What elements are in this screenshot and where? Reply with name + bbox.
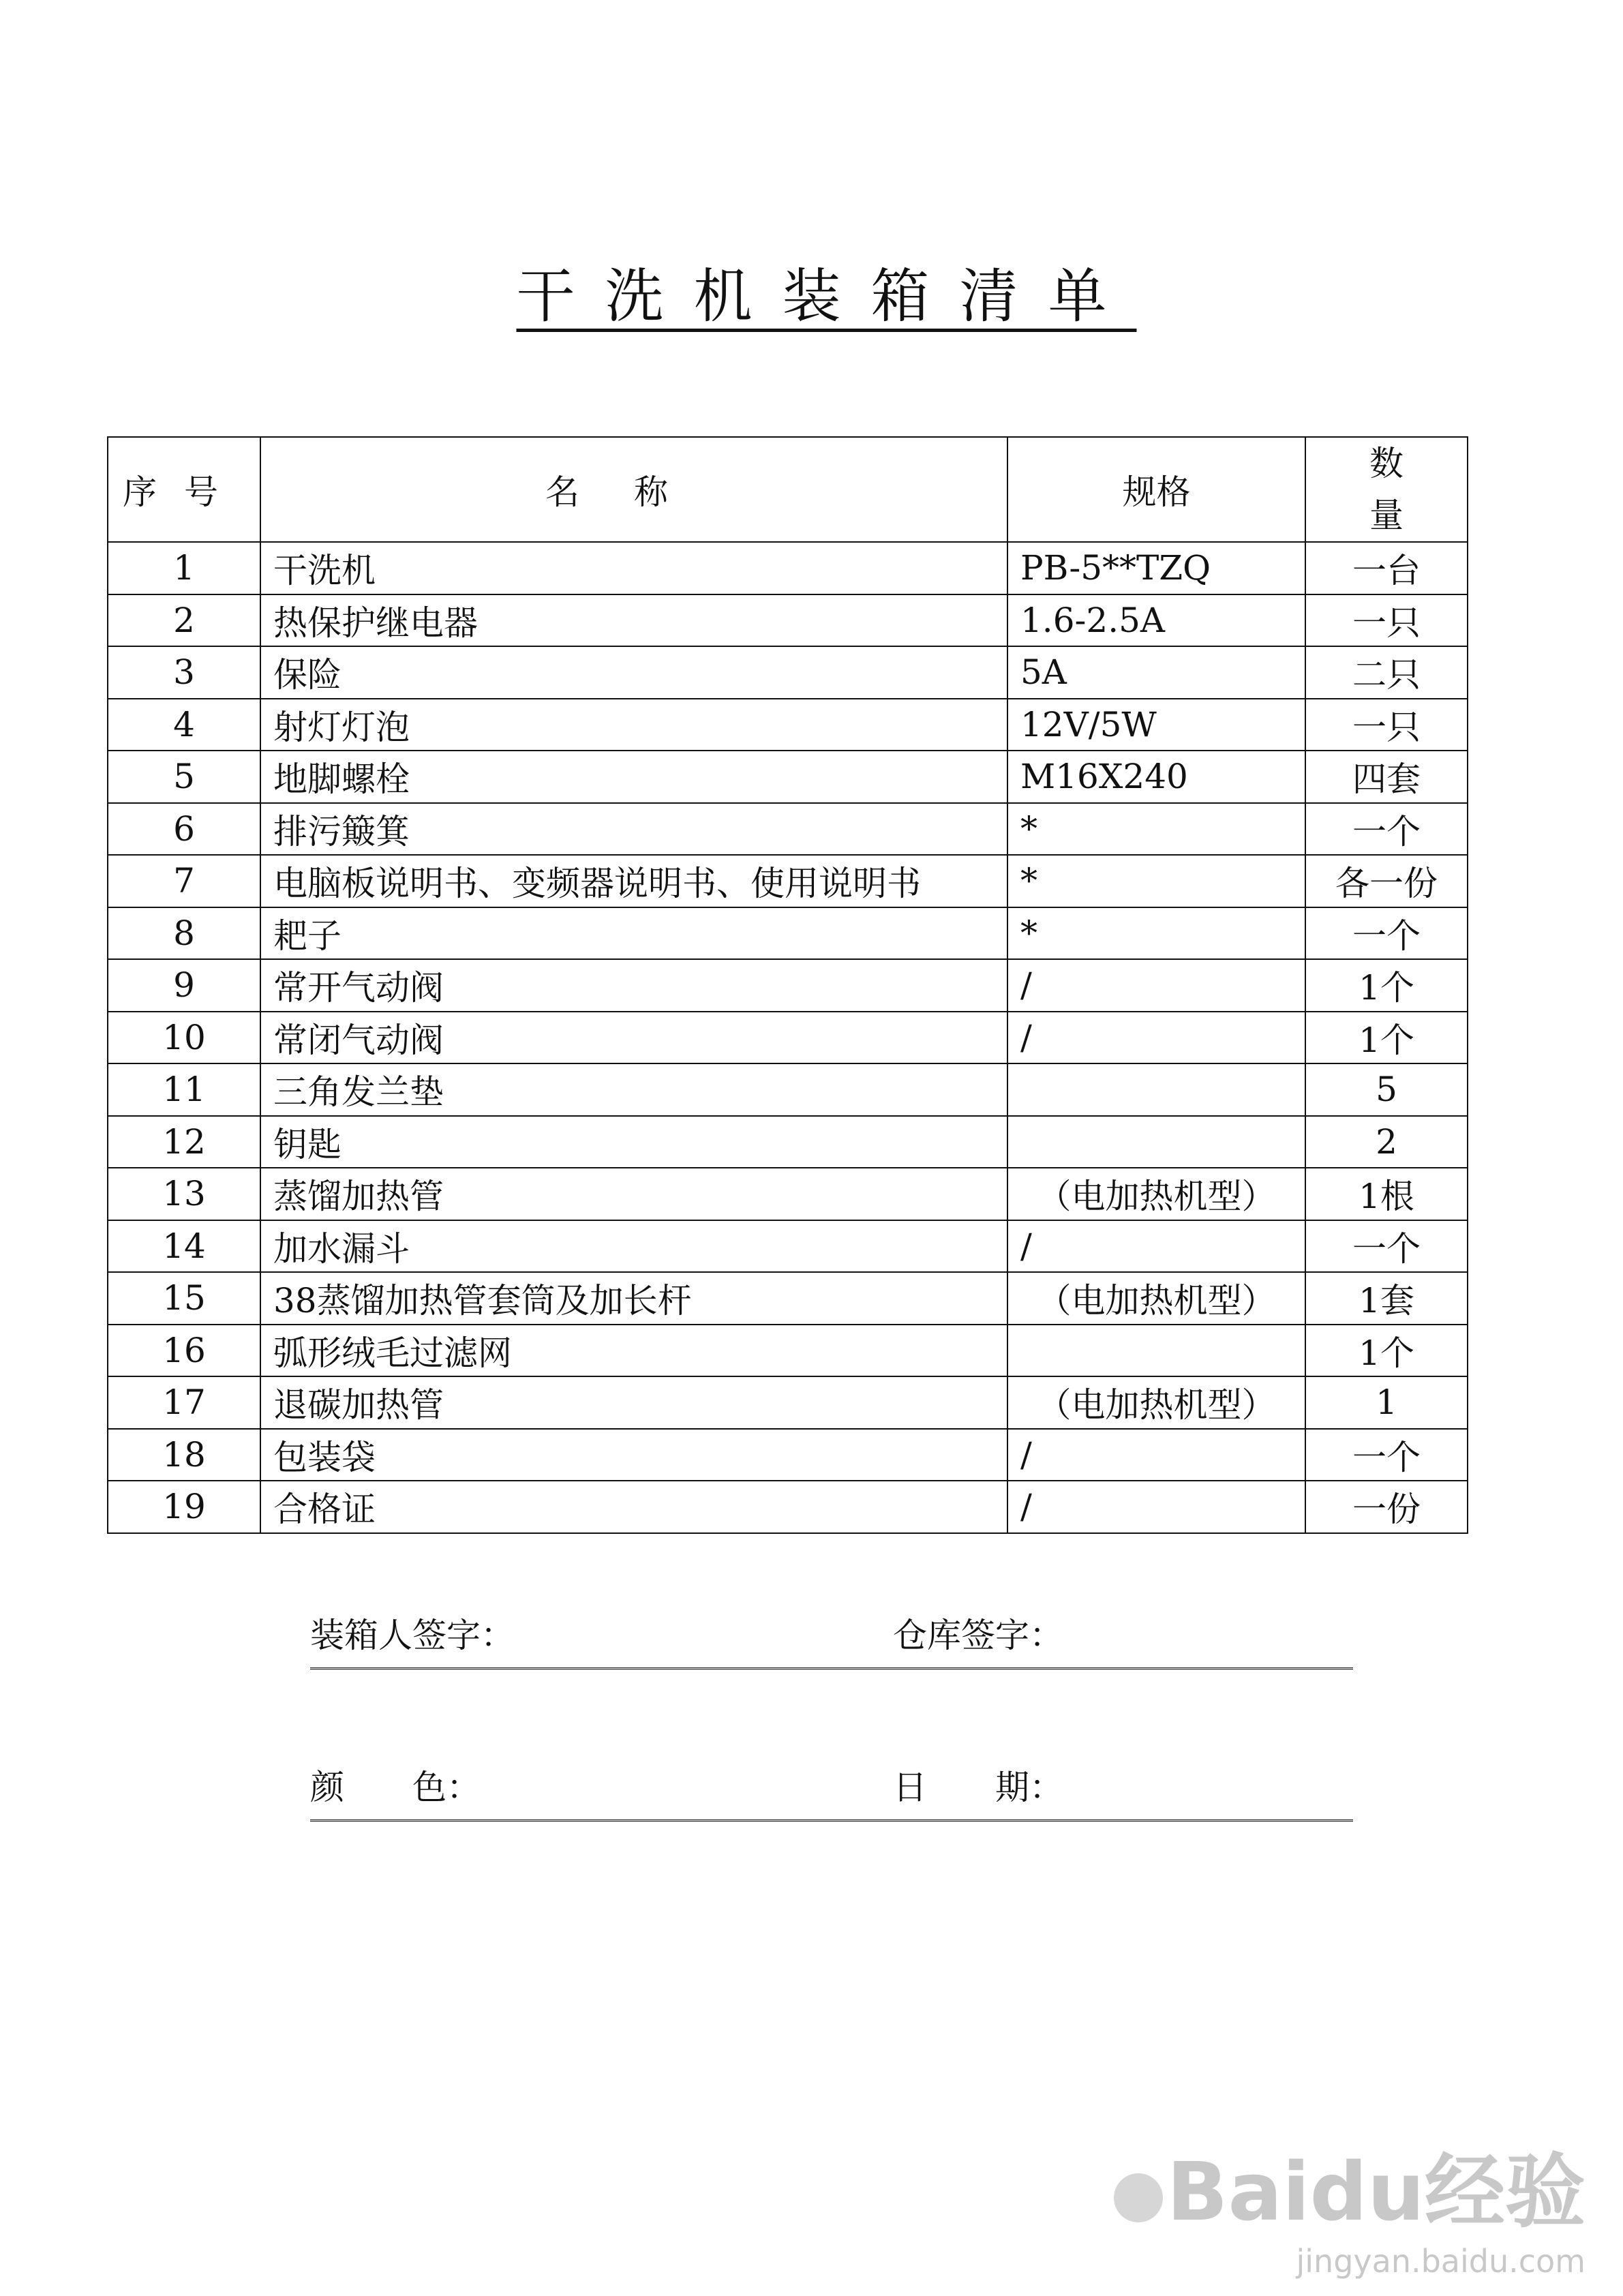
table-header-row — [108, 437, 1468, 542]
row-name: 地脚螺栓 — [260, 751, 1007, 803]
row-qty: 2 — [1305, 1116, 1468, 1168]
row-name: 排污簸箕 — [260, 803, 1007, 856]
row-no: 14 — [108, 1220, 260, 1273]
row-no: 18 — [108, 1429, 260, 1481]
row-qty: 一只 — [1305, 699, 1468, 751]
row-no: 9 — [108, 959, 260, 1012]
row-name: 加水漏斗 — [260, 1220, 1007, 1273]
warehouse-signature-label: 仓库签字： — [893, 1616, 1063, 1655]
row-name: 耙子 — [260, 907, 1007, 960]
table-row — [108, 1325, 1468, 1377]
table-row — [108, 1168, 1468, 1220]
table-row — [108, 1116, 1468, 1168]
row-name: 射灯灯泡 — [260, 699, 1007, 751]
table-row — [108, 1272, 1468, 1325]
page-title: 干洗机装箱清单 — [516, 262, 1137, 331]
table-row — [108, 542, 1468, 594]
row-no: 19 — [108, 1481, 260, 1533]
row-name: 热保护继电器 — [260, 594, 1007, 647]
row-no: 2 — [108, 594, 260, 647]
row-qty: 一台 — [1305, 542, 1468, 594]
row-spec: （电加热机型） — [1007, 1168, 1305, 1220]
row-no: 16 — [108, 1325, 260, 1377]
row-qty: 一个 — [1305, 1220, 1468, 1273]
row-name: 弧形绒毛过滤网 — [260, 1325, 1007, 1377]
row-no: 15 — [108, 1272, 260, 1325]
row-qty: 一个 — [1305, 1429, 1468, 1481]
packer-signature-label: 装箱人签字： — [310, 1616, 515, 1655]
row-spec: PB-5**TZQ — [1007, 542, 1305, 594]
row-spec — [1007, 1063, 1305, 1116]
row-qty: 一个 — [1305, 907, 1468, 960]
baidu-watermark — [1110, 2127, 1586, 2280]
row-no: 5 — [108, 751, 260, 803]
signature-underline-2 — [310, 1815, 1353, 1822]
row-no: 4 — [108, 699, 260, 751]
row-no: 13 — [108, 1168, 260, 1220]
row-no: 3 — [108, 646, 260, 699]
row-qty: 1 — [1305, 1376, 1468, 1429]
table-row — [108, 959, 1468, 1012]
row-name: 退碳加热管 — [260, 1376, 1007, 1429]
table-row — [108, 594, 1468, 647]
row-no: 17 — [108, 1376, 260, 1429]
header-qty: 数量 — [1305, 437, 1468, 542]
row-name: 保险 — [260, 646, 1007, 699]
table-row — [108, 803, 1468, 856]
row-no: 1 — [108, 542, 260, 594]
row-no: 10 — [108, 1012, 260, 1064]
row-qty: 1个 — [1305, 959, 1468, 1012]
header-name: 名称 — [260, 437, 1007, 542]
row-qty: 一个 — [1305, 803, 1468, 856]
signature-underline-1 — [310, 1663, 1353, 1670]
table-row — [108, 699, 1468, 751]
row-name: 常闭气动阀 — [260, 1012, 1007, 1064]
row-name: 常开气动阀 — [260, 959, 1007, 1012]
row-spec: / — [1007, 1220, 1305, 1273]
row-spec: / — [1007, 1012, 1305, 1064]
row-qty: 二只 — [1305, 646, 1468, 699]
table-row — [108, 1429, 1468, 1481]
row-qty: 1套 — [1305, 1272, 1468, 1325]
row-spec: 1.6-2.5A — [1007, 594, 1305, 647]
row-name: 干洗机 — [260, 542, 1007, 594]
row-spec — [1007, 1325, 1305, 1377]
table-row — [108, 907, 1468, 960]
row-name: 三角发兰垫 — [260, 1063, 1007, 1116]
row-spec: * — [1007, 855, 1305, 907]
header-spec: 规格 — [1007, 437, 1305, 542]
row-name: 合格证 — [260, 1481, 1007, 1533]
table-row — [108, 855, 1468, 907]
table-row — [108, 1376, 1468, 1429]
row-no: 8 — [108, 907, 260, 960]
watermark-url: jingyan.baidu.com — [1296, 2243, 1586, 2280]
row-qty: 一份 — [1305, 1481, 1468, 1533]
row-name: 钥匙 — [260, 1116, 1007, 1168]
table-row — [108, 646, 1468, 699]
table-row — [108, 1220, 1468, 1273]
table-row — [108, 1063, 1468, 1116]
row-name: 蒸馏加热管 — [260, 1168, 1007, 1220]
packing-list-table — [107, 436, 1468, 1534]
row-spec: （电加热机型） — [1007, 1272, 1305, 1325]
row-qty: 5 — [1305, 1063, 1468, 1116]
row-qty: 一只 — [1305, 594, 1468, 647]
table-row — [108, 1012, 1468, 1064]
row-spec: / — [1007, 1481, 1305, 1533]
table-row — [108, 751, 1468, 803]
row-spec: * — [1007, 907, 1305, 960]
row-no: 12 — [108, 1116, 260, 1168]
row-name: 电脑板说明书、变频器说明书、使用说明书 — [260, 855, 1007, 907]
row-spec: （电加热机型） — [1007, 1376, 1305, 1429]
date-label: 日 期： — [893, 1768, 1063, 1807]
row-qty: 四套 — [1305, 751, 1468, 803]
header-no: 序号 — [108, 437, 260, 542]
row-no: 7 — [108, 855, 260, 907]
signature-line-1 — [310, 1616, 1353, 1667]
table-row — [108, 1481, 1468, 1533]
signature-line-2 — [310, 1768, 1353, 1819]
row-spec: 5A — [1007, 646, 1305, 699]
color-label: 颜 色： — [310, 1768, 481, 1807]
row-qty: 1个 — [1305, 1325, 1468, 1377]
row-qty: 各一份 — [1305, 855, 1468, 907]
row-spec: / — [1007, 959, 1305, 1012]
paw-icon — [1114, 2173, 1163, 2222]
watermark-logo: Baidu经验 — [1166, 2145, 1586, 2239]
row-spec: * — [1007, 803, 1305, 856]
row-name: 38蒸馏加热管套筒及加长杆 — [260, 1272, 1007, 1325]
row-no: 11 — [108, 1063, 260, 1116]
row-spec: M16X240 — [1007, 751, 1305, 803]
row-name: 包装袋 — [260, 1429, 1007, 1481]
row-spec: 12V/5W — [1007, 699, 1305, 751]
row-qty: 1根 — [1305, 1168, 1468, 1220]
row-qty: 1个 — [1305, 1012, 1468, 1064]
row-spec — [1007, 1116, 1305, 1168]
row-no: 6 — [108, 803, 260, 856]
row-spec: / — [1007, 1429, 1305, 1481]
